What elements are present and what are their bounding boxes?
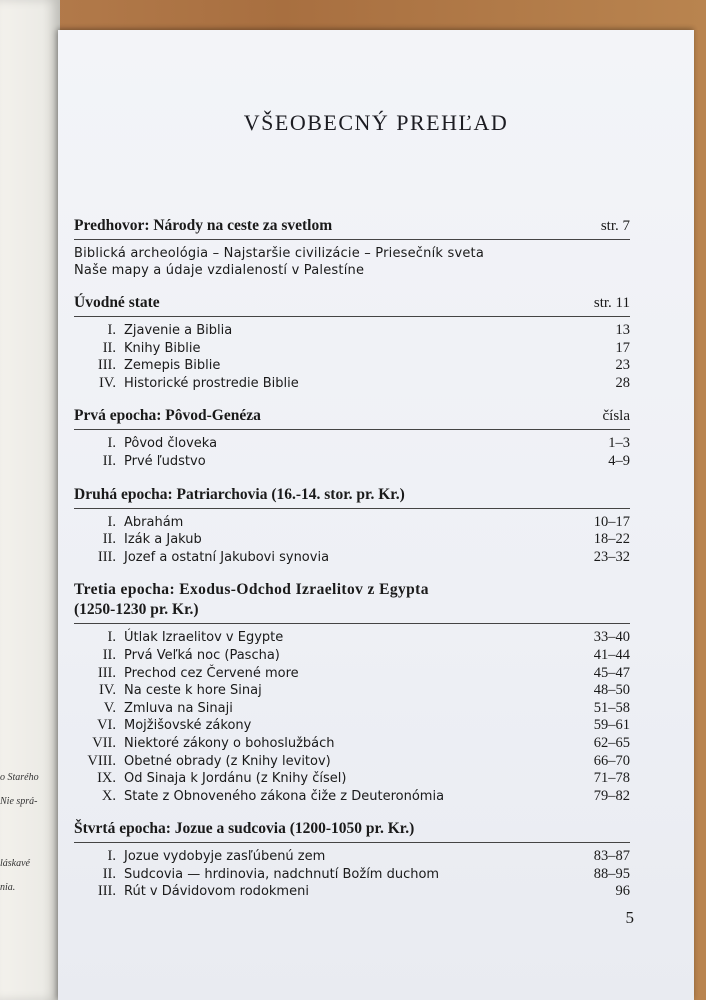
entry-title: Prechod cez Červené more <box>124 665 299 681</box>
toc-entry <box>74 682 630 700</box>
toc-entry <box>74 340 630 358</box>
toc-section-epoch-2 <box>74 485 630 567</box>
section-rule <box>74 429 630 430</box>
section-ref: čísla <box>602 408 630 425</box>
toc-entry <box>74 717 630 735</box>
section-heading-row <box>74 580 630 620</box>
entry-page: 41–44 <box>593 646 630 663</box>
section-heading: Tretia epocha: Exodus-Odchod Izraelitov z Egypta <box>74 581 429 599</box>
entry-title: Sudcovia — hrdinovia, nadchnutí Božím duchom <box>124 866 440 882</box>
entry-page: 71–78 <box>593 770 630 787</box>
entry-number: IX. <box>97 770 116 787</box>
section-rule <box>74 842 630 843</box>
entry-title: Mojžišovské zákony <box>124 718 252 734</box>
entry-number: X. <box>101 787 116 804</box>
entry-title: Jozue vydobyje zasľúbenú zem <box>124 849 326 865</box>
entry-page: 10–17 <box>593 513 630 530</box>
entry-title: Prvé ľudstvo <box>124 453 206 469</box>
entry-title: Niektoré zákony o bohoslužbách <box>124 735 335 751</box>
entry-title: Útlak Izraelitov v Egypte <box>124 630 284 646</box>
entry-page: 1–3 <box>608 435 630 452</box>
entry-page: 62–65 <box>593 734 630 751</box>
toc-entry <box>74 788 630 806</box>
entry-title: Od Sinaja k Jordánu (z Knihy čísel) <box>124 771 347 787</box>
section-heading-continued: (1250-1230 pr. Kr.) <box>74 601 199 619</box>
section-ref: str. 7 <box>600 218 630 234</box>
entry-number: I. <box>107 513 116 530</box>
section-heading: Druhá epocha: Patriarchovia (16.-14. stor. pr. Kr.) <box>74 485 405 503</box>
entry-page: 28 <box>615 374 630 391</box>
book-page <box>58 30 694 1000</box>
entry-page: 45–47 <box>593 664 630 681</box>
facing-page-fragment: o Starého <box>0 772 39 783</box>
toc-section-intro <box>74 293 630 392</box>
entry-page: 83–87 <box>593 848 630 865</box>
toc-entry <box>74 665 630 683</box>
section-heading-row <box>74 293 630 313</box>
section-heading: Predhovor: Národy na ceste za svetlom <box>74 217 333 234</box>
toc-entry <box>74 647 630 665</box>
entry-page: 33–40 <box>593 629 630 646</box>
entry-page: 51–58 <box>593 699 630 716</box>
entry-title: Zmluva na Sinaji <box>124 700 233 716</box>
entry-number: II. <box>102 339 116 356</box>
entry-page: 4–9 <box>608 452 630 469</box>
entry-title: Historické prostredie Biblie <box>124 375 299 391</box>
entry-page: 96 <box>615 883 630 900</box>
facing-page-fragment: nia. <box>0 882 16 893</box>
entry-page: 66–70 <box>593 752 630 769</box>
entry-title: Pôvod človeka <box>124 436 218 452</box>
toc-entry <box>74 375 630 393</box>
entry-page: 13 <box>615 322 630 338</box>
toc-entry <box>74 549 630 567</box>
toc-entry <box>74 753 630 771</box>
entry-number: V. <box>103 699 116 716</box>
entry-title: State z Obnoveného zákona čiže z Deuteronómia <box>124 788 445 804</box>
entry-page: 88–95 <box>593 865 630 882</box>
toc-entry <box>74 514 630 532</box>
entry-title: Obetné obrady (z Knihy levitov) <box>124 753 331 769</box>
entry-number: I. <box>107 322 116 338</box>
section-rule <box>74 239 630 240</box>
toc-entry <box>74 435 630 453</box>
entry-page: 18–22 <box>593 531 630 548</box>
section-rule <box>74 316 630 317</box>
section-heading-row <box>74 406 630 426</box>
entry-number: I. <box>107 435 116 452</box>
entry-number: II. <box>102 452 116 469</box>
section-ref: str. 11 <box>593 295 630 311</box>
toc-section-preface <box>74 216 630 279</box>
entry-title: Abrahám <box>124 514 184 530</box>
entry-title: Zemepis Biblie <box>124 358 221 374</box>
section-heading-row <box>74 819 630 839</box>
toc-entry <box>74 531 630 549</box>
toc-entry <box>74 866 630 884</box>
section-line: Naše mapy a údaje vzdialeností v Palestíne <box>74 263 365 278</box>
entry-page: 23 <box>615 357 630 374</box>
toc-entry <box>74 848 630 866</box>
entry-title: Zjavenie a Biblia <box>124 323 233 338</box>
entry-number: VIII. <box>87 752 116 769</box>
entry-number: I. <box>107 848 116 865</box>
entry-page: 23–32 <box>593 548 630 565</box>
toc-entry <box>74 629 630 647</box>
section-heading-row <box>74 485 630 505</box>
entry-number: VI. <box>97 717 116 734</box>
section-rule <box>74 623 630 624</box>
entry-number: II. <box>102 865 116 882</box>
section-heading-row <box>74 216 630 236</box>
entry-number: III. <box>97 883 116 900</box>
entry-title: Rút v Dávidovom rodokmeni <box>124 884 309 900</box>
page-number: 5 <box>625 908 634 927</box>
entry-number: II. <box>102 646 116 663</box>
entry-page: 59–61 <box>593 717 630 734</box>
entry-number: VII. <box>92 734 116 751</box>
entry-number: III. <box>97 357 116 374</box>
toc-entry <box>74 357 630 375</box>
facing-page-fragment: Nie sprá- <box>0 796 38 807</box>
toc-section-epoch-4 <box>74 819 630 901</box>
entry-title: Izák a Jakub <box>124 532 202 548</box>
entry-number: II. <box>102 531 116 548</box>
toc-section-epoch-3 <box>74 580 630 805</box>
toc-entry <box>74 453 630 471</box>
entry-number: I. <box>107 629 116 646</box>
facing-page-edge <box>0 0 60 1000</box>
entry-title: Knihy Biblie <box>124 340 201 356</box>
toc-entry <box>74 322 630 340</box>
entry-title: Jozef a ostatní Jakubovi synovia <box>124 549 330 565</box>
entry-title: Na ceste k hore Sinaj <box>124 683 262 699</box>
entry-number: III. <box>97 548 116 565</box>
facing-page-fragment: láskavé <box>0 858 30 869</box>
entry-number: IV. <box>98 374 116 391</box>
table-of-contents <box>74 216 630 915</box>
entry-number: IV. <box>98 682 116 699</box>
toc-entry <box>74 770 630 788</box>
toc-entry <box>74 735 630 753</box>
toc-section-epoch-1 <box>74 406 630 470</box>
section-heading: Štvrtá epocha: Jozue a sudcovia (1200-1050 pr. Kr.) <box>74 820 415 838</box>
toc-entry <box>74 883 630 901</box>
entry-title: Prvá Veľká noc (Pascha) <box>124 647 280 663</box>
toc-entry <box>74 700 630 718</box>
entry-page: 48–50 <box>593 682 630 699</box>
page-title: VŠEOBECNÝ PREHĽAD <box>243 110 509 135</box>
section-line: Biblická archeológia – Najstaršie civilizácie – Priesečník sveta <box>74 246 484 261</box>
entry-page: 79–82 <box>593 787 630 804</box>
entry-number: III. <box>97 664 116 681</box>
section-heading: Úvodné state <box>74 294 160 311</box>
entry-page: 17 <box>615 339 630 356</box>
section-rule <box>74 508 630 509</box>
section-heading: Prvá epocha: Pôvod-Genéza <box>74 407 261 425</box>
